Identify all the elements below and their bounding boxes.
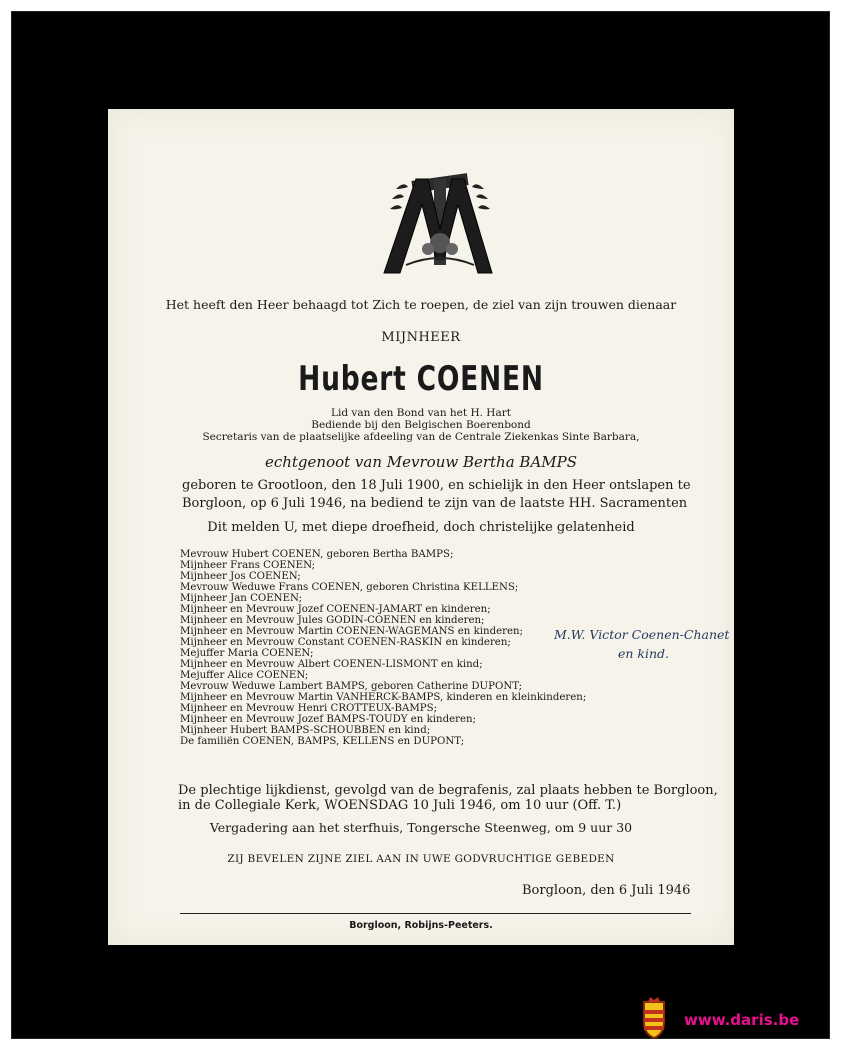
- family-member: Mevrouw Weduwe Lambert BAMPS, geboren Catherine DUPONT;: [180, 681, 523, 692]
- monogram-cross-emblem: [376, 169, 504, 277]
- family-member: Mijnheer Jan COENEN;: [180, 593, 303, 604]
- family-member: Mejuffer Maria COENEN;: [180, 648, 314, 659]
- family-member: Mijnheer en Mevrouw Martin VANHERCK-BAMPS, kinderen en kleinkinderen;: [180, 692, 587, 703]
- intro-line: Het heeft den Heer behaagd tot Zich te roepen, de ziel van zijn trouwen dienaar: [165, 297, 677, 312]
- handwritten-addition: en kind.: [618, 646, 670, 661]
- role-line: Bediende bij den Belgischen Boerenbond: [311, 419, 531, 431]
- birth-death-line: geboren te Grootloon, den 18 Juli 1900, en schielijk in den Heer ontslapen te: [182, 478, 691, 493]
- meeting-line: Vergadering aan het sterfhuis, Tongersche Steenweg, om 9 uur 30: [209, 820, 633, 835]
- service-line: in de Collegiale Kerk, WOENSDAG 10 Juli 1946, om 10 uur (Off. T.): [178, 798, 622, 813]
- birth-death-line: Borgloon, op 6 Juli 1946, na bediend te zijn van de laatste HH. Sacramenten: [182, 496, 688, 511]
- announcement-line: Dit melden U, met diepe droefheid, doch christelijke gelatenheid: [207, 520, 635, 535]
- memorial-card: [108, 109, 734, 945]
- salutation: MIJNHEER: [381, 330, 461, 345]
- family-member: Mevrouw Hubert COENEN, geboren Bertha BAMPS;: [180, 549, 454, 560]
- family-member: Mijnheer Frans COENEN;: [180, 560, 316, 571]
- spouse-line: echtgenoot van Mevrouw Bertha BAMPS: [264, 453, 578, 471]
- family-member: Mijnheer en Mevrouw Albert COENEN-LISMONT en kind;: [180, 659, 483, 670]
- family-member: Mijnheer Jos COENEN;: [180, 571, 301, 582]
- site-watermark: www.daris.be: [684, 1011, 800, 1029]
- place-date-line: Borgloon, den 6 Juli 1946: [522, 883, 691, 898]
- family-member: Mijnheer en Mevrouw Jozef BAMPS-TOUDY en kinderen;: [180, 714, 477, 725]
- deceased-name: Hubert COENEN: [298, 359, 544, 399]
- family-member: Mijnheer en Mevrouw Henri CROTTEUX-BAMPS;: [180, 703, 438, 714]
- family-member: Mijnheer Hubert BAMPS-SCHOUBBEN en kind;: [180, 725, 431, 736]
- heraldic-crest-icon: [638, 996, 670, 1040]
- role-line: Secretaris van de plaatselijke afdeeling van de Centrale Ziekenkas Sinte Barbara,: [202, 431, 640, 443]
- family-member: Mijnheer en Mevrouw Martin COENEN-WAGEMANS en kinderen;: [180, 626, 524, 637]
- family-member: Mejuffer Alice COENEN;: [180, 670, 309, 681]
- family-member: De familiën COENEN, BAMPS, KELLENS en DUPONT;: [180, 736, 465, 747]
- role-line: Lid van den Bond van het H. Hart: [331, 407, 511, 419]
- family-member: Mijnheer en Mevrouw Jules GODIN-COENEN en kinderen;: [180, 615, 485, 626]
- family-list: [180, 549, 586, 747]
- family-member: Mijnheer en Mevrouw Constant COENEN-RASKIN en kinderen;: [180, 637, 511, 648]
- prayer-line: ZIJ BEVELEN ZIJNE ZIEL AAN IN UWE GODVRUCHTIGE GEBEDEN: [227, 853, 615, 865]
- divider: [180, 913, 691, 914]
- family-member: Mevrouw Weduwe Frans COENEN, geboren Christina KELLENS;: [180, 582, 519, 593]
- service-line: De plechtige lijkdienst, gevolgd van de begrafenis, zal plaats hebben te Borgloon,: [178, 783, 718, 798]
- handwritten-addition: M.W. Victor Coenen-Chanet: [554, 627, 730, 642]
- family-member: Mijnheer en Mevrouw Jozef COENEN-JAMART en kinderen;: [180, 604, 491, 615]
- printer-credit: Borgloon, Robijns-Peeters.: [349, 920, 493, 931]
